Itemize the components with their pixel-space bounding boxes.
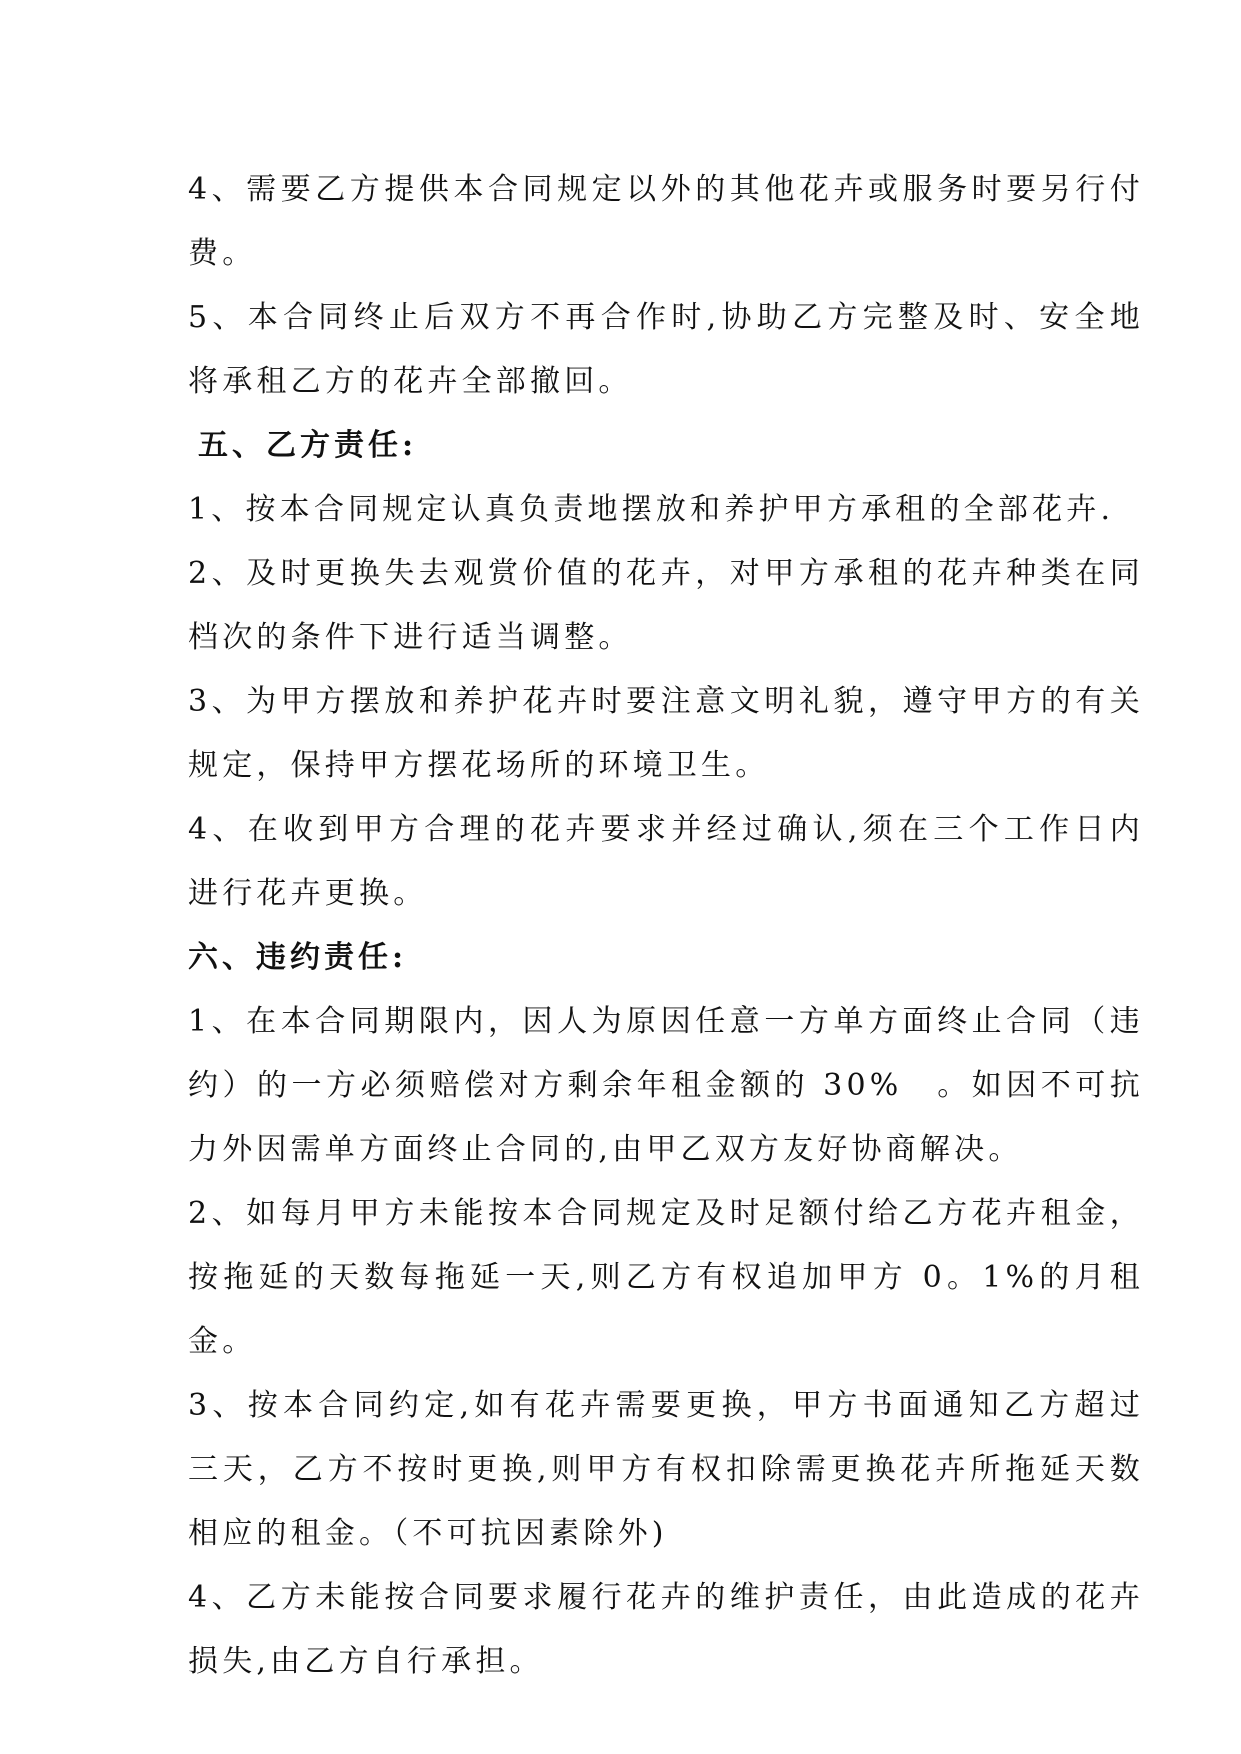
clause-4-maintenance-loss: 4、乙方未能按合同要求履行花卉的维护责任，由此造成的花卉损失,由乙方自行承担。 xyxy=(188,1580,1144,1679)
clause-1-breach-compensation: 1、在本合同期限内，因人为原因任意一方单方面终止合同（违约）的一方必须赔偿对方剩余年租金额的 30% 。如因不可抗力外因需单方面终止合同的,由甲乙双方友好协商解决。 xyxy=(188,1004,1144,1167)
section-6-heading: 六、违约责任: xyxy=(188,940,408,975)
clause-2-replacement: 2、及时更换失去观赏价值的花卉，对甲方承租的花卉种类在同档次的条件下进行适当调整。 xyxy=(188,556,1144,655)
clause-4-replacement-timing: 4、在收到甲方合理的花卉要求并经过确认,须在三个工作日内进行花卉更换。 xyxy=(188,812,1144,911)
document-body xyxy=(188,158,1144,1694)
section-5-heading: 五、乙方责任: xyxy=(198,428,418,463)
clause-5-termination-withdrawal: 5、本合同终止后双方不再合作时,协助乙方完整及时、安全地将承租乙方的花卉全部撤回。 xyxy=(188,300,1144,399)
clause-4-extra-service-fee: 4、需要乙方提供本合同规定以外的其他花卉或服务时要另行付费。 xyxy=(188,172,1144,271)
clause-3-late-replacement: 3、按本合同约定,如有花卉需要更换，甲方书面通知乙方超过三天，乙方不按时更换,则甲方有权扣除需更换花卉所拖延天数相应的租金。（不可抗因素除外) xyxy=(188,1388,1144,1551)
clause-2-late-payment: 2、如每月甲方未能按本合同规定及时足额付给乙方花卉租金，按拖延的天数每拖延一天,则乙方有权追加甲方 0。1%的月租金。 xyxy=(188,1196,1144,1359)
clause-3-etiquette: 3、为甲方摆放和养护花卉时要注意文明礼貌，遵守甲方的有关规定，保持甲方摆花场所的环境卫生。 xyxy=(188,684,1144,783)
clause-1-placement-maintenance: 1、按本合同规定认真负责地摆放和养护甲方承租的全部花卉. xyxy=(188,492,1115,527)
